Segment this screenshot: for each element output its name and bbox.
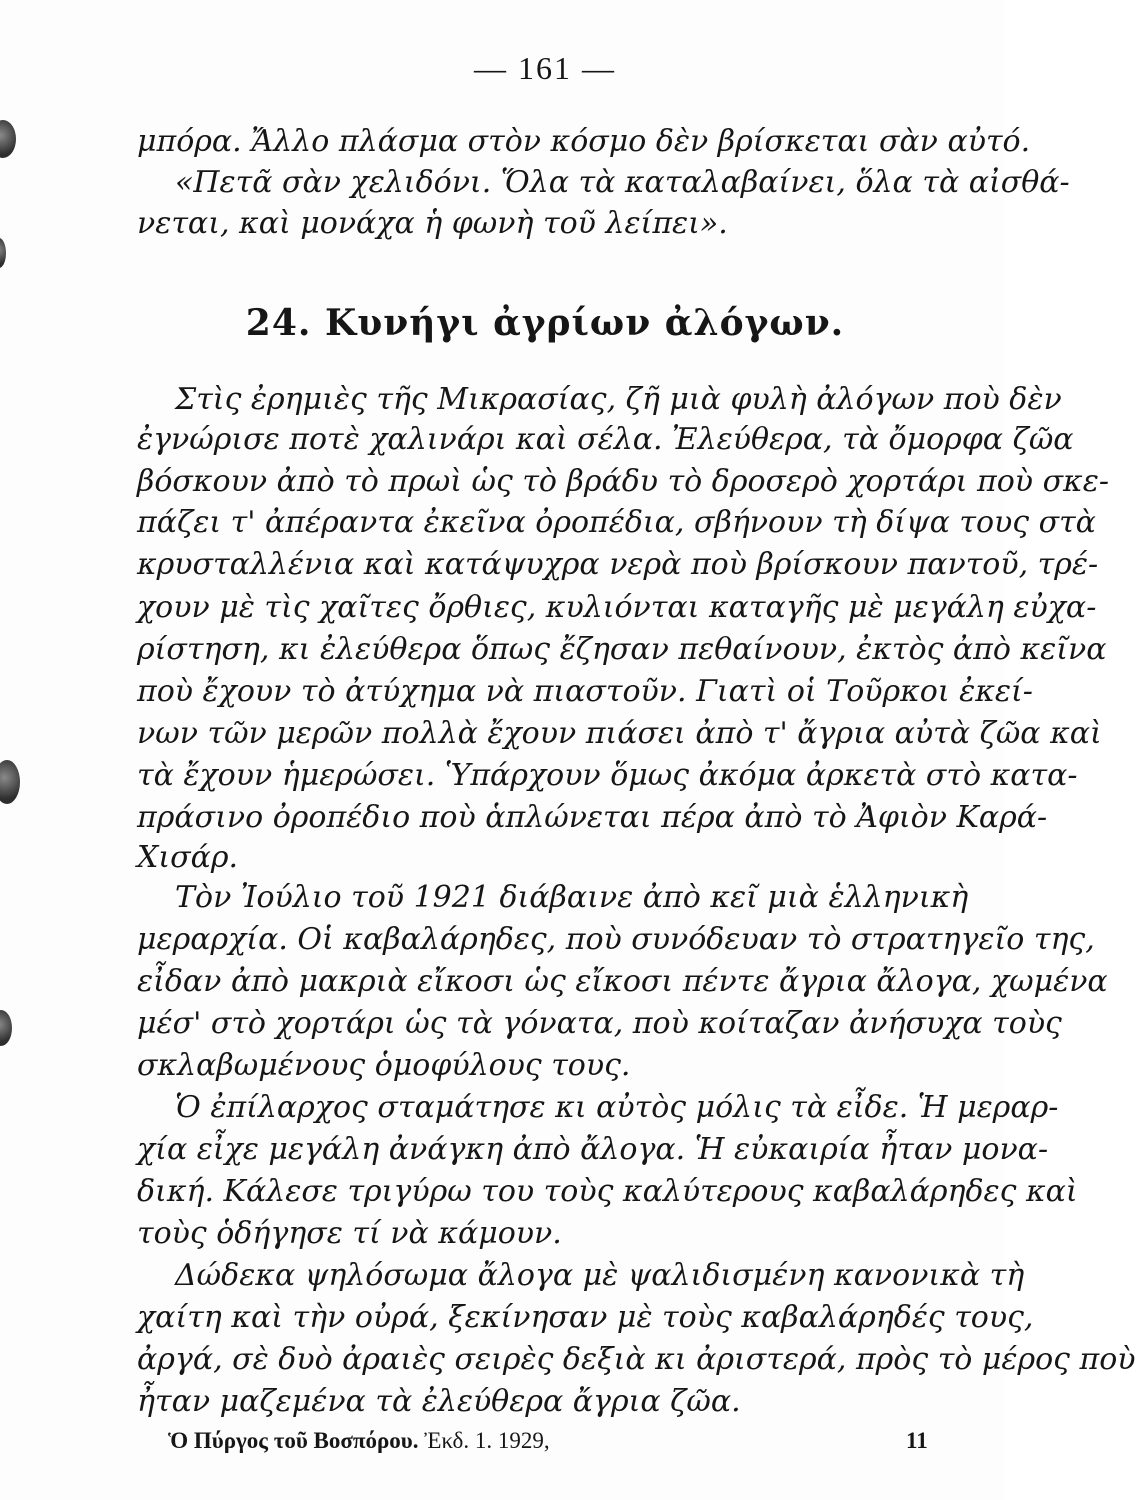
text-line: μεραρχία. Οἱ καβαλάρηδες, ποὺ συνόδευαν τὸ στρατηγεῖο της,	[137, 922, 1095, 957]
text-line: κρυσταλλένια καὶ κατάψυχρα νερὰ ποὺ βρίσκουν παντοῦ, τρέ-	[137, 547, 1099, 582]
text-line: τὰ ἔχουν ἡμερώσει. Ὑπάρχουν ὅμως ἀκόμα ἀρκετὰ στὸ κατα-	[137, 758, 1078, 793]
page-number: — 161 —	[474, 50, 616, 86]
text-line: χουν μὲ τὶς χαῖτες ὄρθιες, κυλιόνται καταγῆς μὲ μεγάλη εὐχα-	[137, 590, 1097, 625]
text-line: νων τῶν μερῶν πολλὰ ἔχουν πιάσει ἀπὸ τ' ἄγρια αὐτὰ ζῶα καὶ	[137, 716, 1102, 751]
text-line: εἶδαν ἀπὸ μακριὰ εἴκοσι ὡς εἴκοσι πέντε ἄγρια ἄλογα, χωμένα	[137, 964, 1108, 999]
signature-mark: 11	[906, 1428, 928, 1453]
text-line: σκλαβωμένους ὁμοφύλους τους.	[137, 1048, 631, 1083]
text-line: μέσ' στὸ χορτάρι ὡς τὰ γόνατα, ποὺ κοίταζαν ἀνήσυχα τοὺς	[137, 1006, 1062, 1041]
text-line: ἦταν μαζεμένα τὰ ἐλεύθερα ἄγρια ζῶα.	[137, 1384, 741, 1419]
text-line: ποὺ ἔχουν τὸ ἀτύχημα νὰ πιαστοῦν. Γιατὶ οἱ Τοῦρκοι ἐκεί-	[137, 674, 1033, 709]
punch-hole	[0, 238, 6, 268]
text-line: ἀργά, σὲ δυὸ ἀραιὲς σειρὲς δεξιὰ κι ἀριστερά, πρὸς τὸ μέρος ποὺ	[137, 1342, 1136, 1377]
text-line: τοὺς ὁδήγησε τί νὰ κάμουν.	[137, 1216, 562, 1251]
footer-edition: Ἐκδ. 1. 1929,	[424, 1428, 550, 1453]
punch-hole	[0, 1010, 12, 1046]
punch-hole	[0, 120, 16, 158]
text-line: πάζει τ' ἀπέραντα ἐκεῖνα ὀροπέδια, σβήνουν τὴ δίψα τους στὰ	[137, 505, 1096, 540]
text-line: δική. Κάλεσε τριγύρω του τοὺς καλύτερους καβαλάρηδες καὶ	[137, 1174, 1078, 1209]
text-line: «Πετᾶ σὰν χελιδόνι. Ὅλα τὰ καταλαβαίνει, ὅλα τὰ αἰσθά-	[175, 165, 1070, 200]
footer-title: Ὁ Πύργος τοῦ Βοσπόρου.	[168, 1428, 419, 1453]
text-line: Στὶς ἐρημιὲς τῆς Μικρασίας, ζῆ μιὰ φυλὴ ἀλόγων ποὺ δὲν	[175, 382, 1062, 417]
text-line: ἐγνώρισε ποτὲ χαλινάρι καὶ σέλα. Ἐλεύθερα, τὰ ὄμορφα ζῶα	[137, 422, 1074, 457]
punch-hole	[0, 760, 20, 804]
text-line: βόσκουν ἀπὸ τὸ πρωὶ ὡς τὸ βράδυ τὸ δροσερὸ χορτάρι ποὺ σκε-	[137, 464, 1109, 499]
text-line: Δώδεκα ψηλόσωμα ἄλογα μὲ ψαλιδισμένη κανονικὰ τὴ	[175, 1258, 1025, 1293]
footer-book-info	[168, 1428, 550, 1454]
text-line: Ὁ ἐπίλαρχος σταμάτησε κι αὐτὸς μόλις τὰ εἶδε. Ἡ μεραρ-	[175, 1090, 1059, 1125]
text-line: Τὸν Ἰούλιο τοῦ 1921 διάβαινε ἀπὸ κεῖ μιὰ ἑλληνικὴ	[175, 880, 969, 915]
text-line: πράσινο ὀροπέδιο ποὺ ἁπλώνεται πέρα ἀπὸ τὸ Ἀφιὸν Καρά-	[137, 800, 1048, 835]
text-line: ρίστηση, κι ἐλεύθερα ὅπως ἔζησαν πεθαίνουν, ἐκτὸς ἀπὸ κεῖνα	[137, 632, 1107, 667]
text-line: χαίτη καὶ τὴν οὐρά, ξεκίνησαν μὲ τοὺς καβαλάρηδές τους,	[137, 1300, 1034, 1335]
section-heading: 24. Κυνήγι ἀγρίων ἀλόγων.	[245, 302, 845, 344]
text-line: νεται, καὶ μονάχα ἡ φωνὴ τοῦ λείπει».	[137, 206, 728, 241]
text-line: Χισάρ.	[137, 840, 239, 875]
text-line: χία εἶχε μεγάλη ἀνάγκη ἀπὸ ἄλογα. Ἡ εὐκαιρία ἦταν μονα-	[137, 1132, 1049, 1167]
text-line: μπόρα. Ἄλλο πλάσμα στὸν κόσμο δὲν βρίσκεται σὰν αὐτό.	[137, 124, 1031, 159]
